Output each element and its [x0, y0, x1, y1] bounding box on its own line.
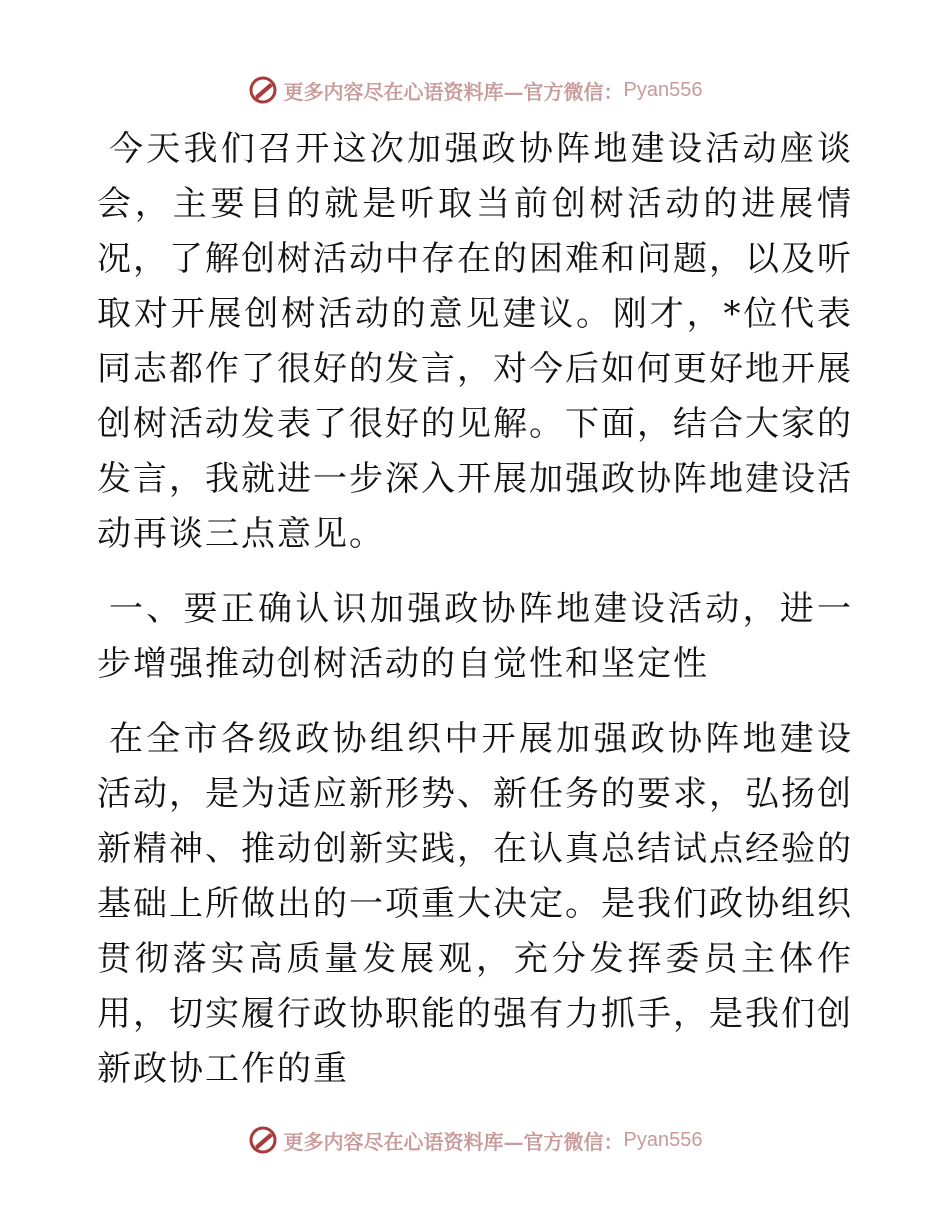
pen-logo-icon: [248, 1125, 278, 1155]
banner-text: 更多内容尽在心语资料库—官方微信：: [283, 79, 624, 104]
body-paragraph: 在全市各级政协组织中开展加强政协阵地建设活动，是为适应新形势、新任务的要求，弘扬创新精神、推动创新实践，在认真总结试点经验的基础上所做出的一项重大决定。是我们政协组织贯彻落实高质量发展观，充分发挥委员主体作用，切实履行政协职能的强有力抓手，是我们创新政协工作的重: [97, 719, 853, 1089]
intro-paragraph: 今天我们召开这次加强政协阵地建设活动座谈会，主要目的就是听取当前创树活动的进展情况，了解创树活动中存在的困难和问题，以及听取对开展创树活动的意见建议。刚才，*位代表同志都作了很好的发言，对今后如何更好地开展创树活动发表了很好的见解。下面，结合大家的发言，我就进一步深入开展加强政协阵地建设活动再谈三点意见。: [97, 129, 853, 554]
pen-logo-icon: [248, 75, 278, 105]
footer-banner: [0, 1120, 950, 1160]
banner-wechat-id: Pyan556: [623, 1128, 703, 1151]
banner-text: 更多内容尽在心语资料库—官方微信：: [283, 1129, 624, 1154]
banner-wechat-id: Pyan556: [623, 78, 703, 101]
section-heading: 一、要正确认识加强政协阵地建设活动，进一步增强推动创树活动的自觉性和坚定性: [97, 589, 853, 684]
document-body: [97, 122, 853, 1097]
header-banner: [0, 70, 950, 110]
